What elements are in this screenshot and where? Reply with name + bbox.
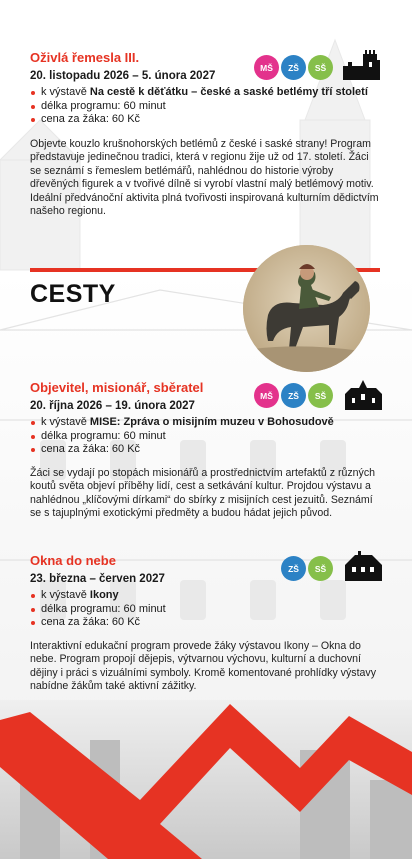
program-dates: 20. října 2026 – 19. února 2027 bbox=[30, 400, 195, 412]
badge-ms: MŠ bbox=[254, 383, 279, 408]
badge-zs: ZŠ bbox=[281, 55, 306, 80]
program-title: Okna do nebe bbox=[30, 553, 116, 568]
badge-zs: ZŠ bbox=[281, 383, 306, 408]
exhibit-name: Ikony bbox=[89, 589, 119, 601]
duration-line: délka programu: 60 minut bbox=[30, 100, 382, 114]
badge-ss: SŠ bbox=[308, 55, 333, 80]
exhibit-line: k výstavě Na cestě k děťátku – české a saské betlémy tří století bbox=[30, 86, 382, 100]
exhibit-line: k výstavě Ikony bbox=[30, 589, 382, 603]
price-line: cena za žáka: 60 Kč bbox=[30, 113, 382, 127]
church-icon bbox=[345, 378, 382, 410]
price-line: cena za žáka: 60 Kč bbox=[30, 616, 382, 630]
badge-ss: SŠ bbox=[308, 383, 333, 408]
school-level-badges bbox=[254, 55, 333, 80]
exhibit-name: Na cestě k děťátku – české a saské betlémy tří století bbox=[89, 86, 368, 98]
badge-ss: SŠ bbox=[308, 556, 333, 581]
castle-tower-icon bbox=[343, 48, 380, 80]
program-details bbox=[30, 416, 382, 457]
program-title: Oživlá řemesla III. bbox=[30, 50, 140, 65]
rider-illustration bbox=[243, 245, 370, 372]
exhibit-name: MISE: Zpráva o misijním muzeu v Bohosudově bbox=[89, 416, 334, 428]
price-line: cena za žáka: 60 Kč bbox=[30, 443, 382, 457]
program-dates: 23. března – červen 2027 bbox=[30, 573, 165, 585]
exhibit-line: k výstavě MISE: Zpráva o misijním muzeu v Bohosudově bbox=[30, 416, 382, 430]
program-description: Žáci se vydají po stopách misionářů a prostřednictvím artefaktů z různých koutů světa objeví příběhy lidí, cest a setkávání kultur. Projdou výstavu a nahlédnou „klíčovými dírkami“ do sbírky z misijních cest jezuitů. Seznámí se s tajuplnými exotickými předměty a budou hádat jejich původ. bbox=[30, 466, 376, 520]
program-details bbox=[30, 86, 382, 127]
duration-line: délka programu: 60 minut bbox=[30, 430, 382, 444]
program-dates: 20. listopadu 2026 – 5. února 2027 bbox=[30, 70, 216, 82]
badge-zs: ZŠ bbox=[281, 556, 306, 581]
school-level-badges bbox=[281, 556, 333, 581]
duration-line: délka programu: 60 minut bbox=[30, 603, 382, 617]
badge-ms: MŠ bbox=[254, 55, 279, 80]
school-level-badges bbox=[254, 383, 333, 408]
program-title: Objevitel, misionář, sběratel bbox=[30, 380, 204, 395]
house-icon bbox=[345, 551, 382, 581]
program-description: Interaktivní edukační program provede žáky výstavou Ikony – Okna do nebe. Program propojí dějepis, výtvarnou výchovu, kulturní a duchovní dějiny i práci s vizuálními symboly. Kromě komentované prohlídky výstavy nabídne žákům také aktivní zážitky. bbox=[30, 639, 376, 693]
section-title: CESTY bbox=[30, 280, 116, 308]
program-description: Objevte kouzlo krušnohorských betlémů z české i saské strany! Program představuje jedinečnou tradici, která v regionu žije už od 17. století. Žáci se seznámí s řemeslem betlémářů, nahlédnou do historie výroby dřevěných figurek a v tvořivé dílně si vyrobí vlastní malý betlémový motiv. Ideální předvánoční aktivita plná tvořivosti inspirovaná kulturním dědictvím našeho regionu. bbox=[30, 137, 379, 218]
program-details bbox=[30, 589, 382, 630]
